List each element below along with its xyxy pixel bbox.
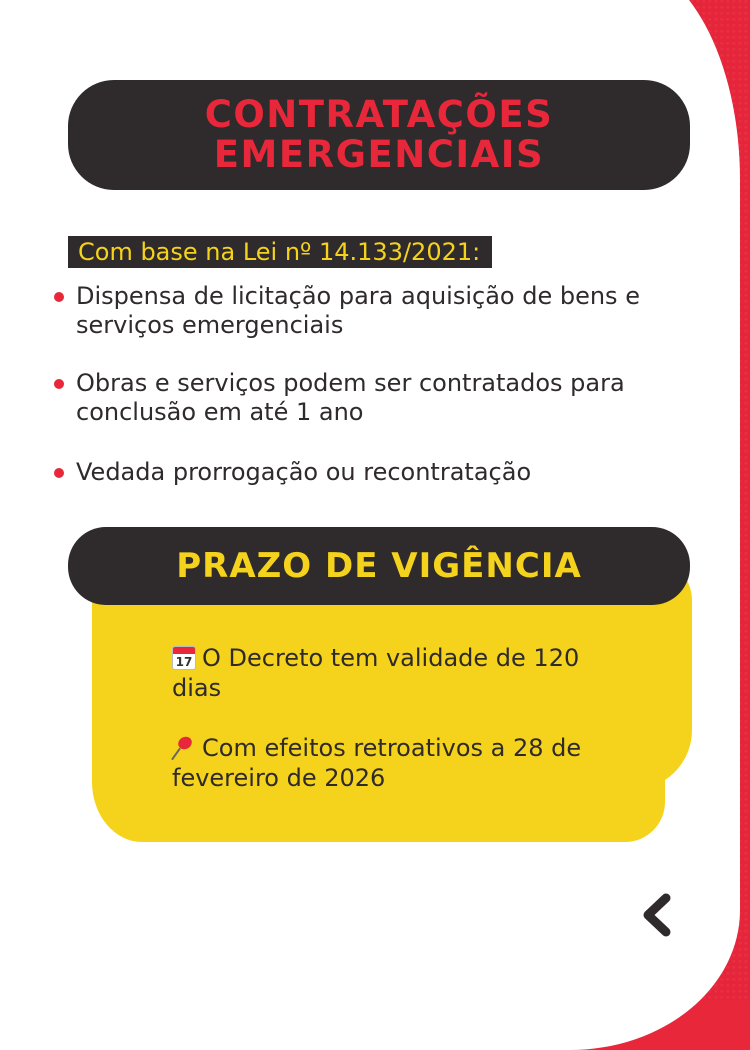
prazo-item-text: Com efeitos retroativos a 28 de fevereiro de 2026 [172,734,582,792]
bullet-dot-icon [54,468,64,478]
list-item [54,282,704,340]
list-item-text: Dispensa de licitação para aquisição de bens e serviços emergenciais [76,282,640,339]
legal-basis-label: Com base na Lei nº 14.133/2021: [68,236,492,268]
list-item-text: Vedada prorrogação ou recontratação [76,458,532,486]
chevron-left-icon[interactable] [636,890,686,940]
calendar-icon [172,646,196,670]
prazo-item-text: O Decreto tem validade de 120 dias [172,644,580,702]
list-item [54,369,704,427]
title-banner [68,80,690,190]
prazo-item [172,643,612,703]
list-item [54,458,531,487]
section-title: PRAZO DE VIGÊNCIA [176,546,582,586]
bullet-dot-icon [54,379,64,389]
bullet-dot-icon [54,292,64,302]
prazo-banner [68,527,690,605]
page-title: CONTRATAÇÕES EMERGENCIAIS [204,93,554,176]
list-item-text: Obras e serviços podem ser contratados para conclusão em até 1 ano [76,369,625,426]
pushpin-icon [172,736,196,760]
prazo-item [172,733,612,793]
